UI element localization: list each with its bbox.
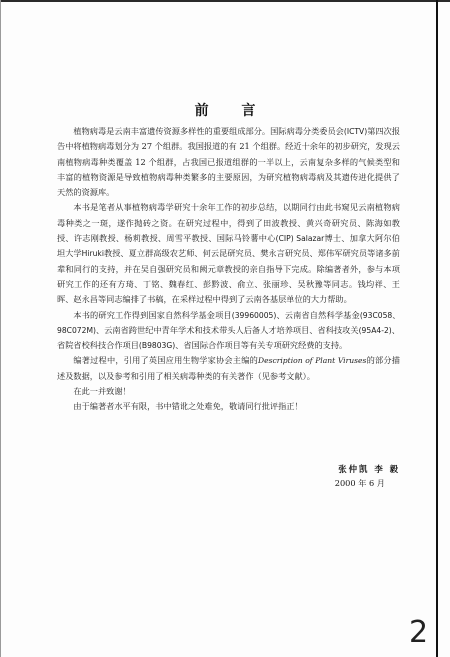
- paragraph-text-segment: 、省院省校科技合作项目: [57, 324, 400, 351]
- paragraph-text-segment: 、云南省跨世纪中青年学术和技术带头人后备人才培养项目、省科技攻关: [95, 324, 359, 335]
- paragraph-text-segment: (39960005): [231, 310, 277, 320]
- paragraph-text-segment: 本书是笔者从事植物病毒学研究十余年工作的初步总结，以期同行由此书窥见云南植物病毒种类之一斑，遂作抛砖之资。在研究过程中，得到了田波教授、黄兴奇研究员、陈海如教授、许志刚教授、杨莉教授、周雪平教授、国际马铃薯中心: [57, 202, 400, 244]
- scan-margin-line: [436, 0, 438, 657]
- paragraph-text-segment: (B9803G): [138, 341, 176, 351]
- paragraph-text-segment: 、省国际合作项目等有关专项研究经费的支持。: [175, 340, 348, 351]
- page-left-edge: [0, 0, 1, 657]
- paragraph-text-segment: 在此一并致谢！: [73, 386, 131, 397]
- paragraph-text-segment: Description of Plant Viruses: [257, 356, 367, 366]
- handwritten-page-number: 2: [409, 615, 429, 650]
- paragraph-text-segment: 、云南省自然科学基金: [276, 309, 360, 320]
- preface-paragraph: [57, 200, 400, 307]
- paragraph-text-segment: 博士、加拿大阿尔伯坦大学: [57, 233, 400, 259]
- paragraph-text-segment: 编著过程中，引用了英国应用生物学家协会主编的: [73, 355, 258, 366]
- page-top-edge: [0, 0, 450, 2]
- paragraph-text-segment: (93C058、98C072M): [57, 310, 400, 335]
- author-signature: 张仲凯 李 毅: [338, 464, 400, 474]
- paragraph-text-segment: (95A4-2): [358, 325, 392, 335]
- paragraph-text-segment: 教授、夏立群高级农艺师、何云昆研究员、樊永言研究员、郑伟军研究员等诸多前辈和同行的支持，并在吴自强研究员和阙元章教授的亲自指导下完成。除编著者外，参与本项研究工作的还有方琦、丁铭、魏春红、彭黔波、俞立、张丽珍、吴秋豫等同志。钱均祥、王晖、赵永昌等同志编排了书稿，在采样过程中得到了云南各基层单位的大力帮助。: [57, 248, 400, 305]
- preface-body: [57, 124, 400, 415]
- preface-paragraph: [57, 124, 400, 200]
- preface-paragraph: [57, 399, 400, 414]
- signature-date: 2000 年 6 月: [334, 478, 385, 488]
- paragraph-text-segment: (ICTV): [343, 127, 368, 136]
- paragraph-text-segment: 的部分描述及数据，以及参考和引用了相关病毒种类的有关著作（见参考文献）。: [57, 355, 400, 381]
- paragraph-text-segment: 植物病毒是云南丰富遗传资源多样性的重要组成部分。国际病毒分类委员会: [73, 126, 344, 136]
- page-title: 前 言: [194, 103, 270, 119]
- paragraph-text-segment: 第四次报告中将植物病毒划分为 27 个组群。我国报道的有 21 个组群。经近十余年的初步研究，发现云南植物病毒种类覆盖 12 个组群，占我国已报道组群的一半以上，云南复杂多样的气候类型和丰富的植物资源是导致植物病毒种类繁多的主要原因，为研究植物病毒病及其遗传进化提供了天然的资源库。: [57, 126, 400, 198]
- preface-paragraph: [57, 384, 400, 399]
- preface-paragraph: [57, 353, 400, 384]
- paragraph-text-segment: 本书的研究工作得到国家自然科学基金项目: [73, 309, 232, 320]
- paragraph-text-segment: (CIP) Salazar: [275, 234, 325, 244]
- paragraph-text-segment: 由于编著者水平有限，书中错讹之处难免，敬请同行批评指正！: [73, 401, 303, 412]
- paragraph-text-segment: Hiruki: [81, 249, 104, 259]
- preface-paragraph: [57, 308, 400, 354]
